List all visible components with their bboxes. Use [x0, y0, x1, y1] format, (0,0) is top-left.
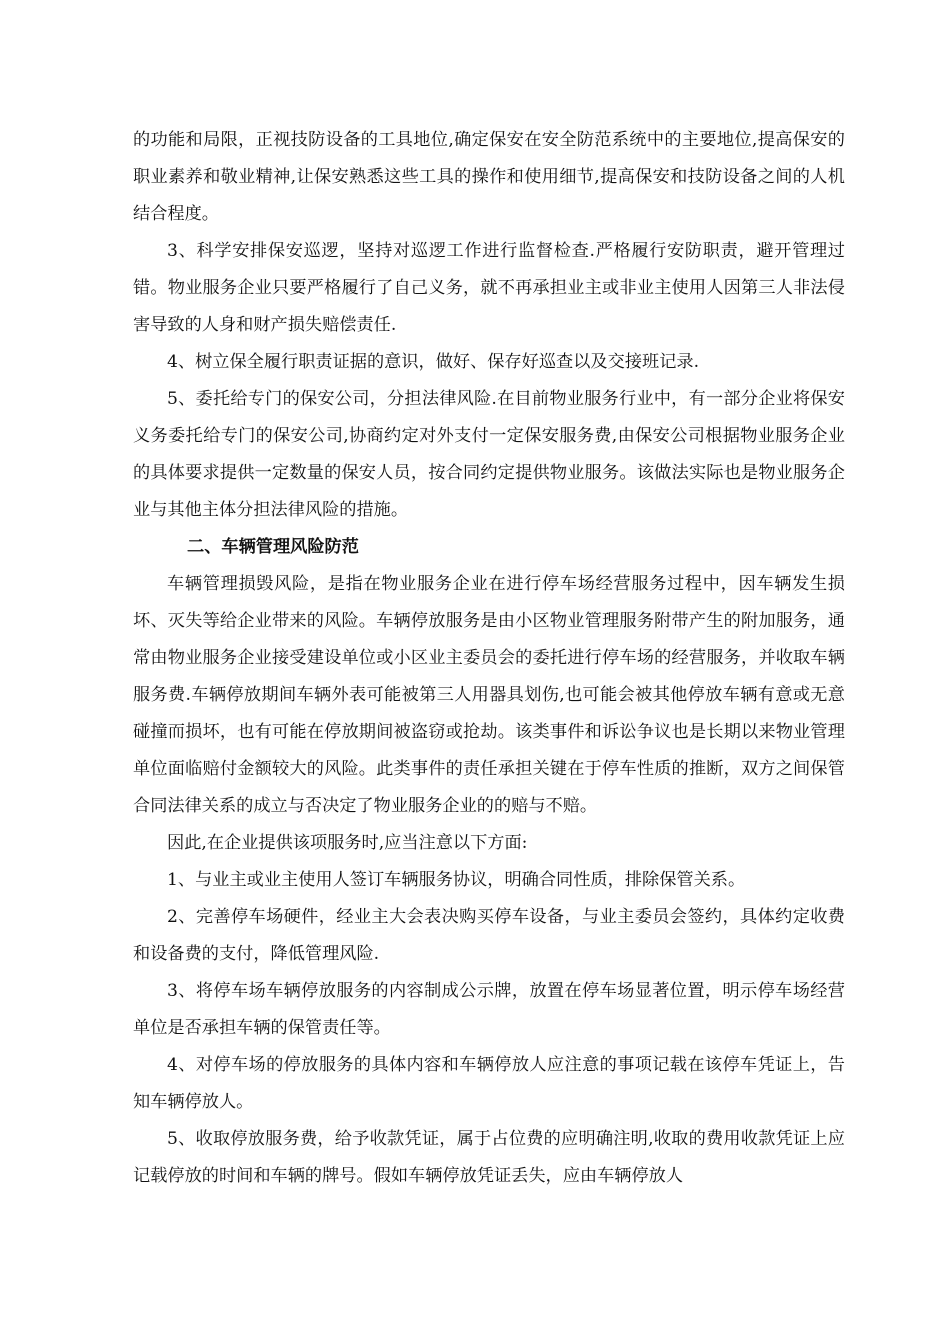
paragraph-vehicle-risk: 车辆管理损毁风险，是指在物业服务企业在进行停车场经营服务过程中，因车辆发生损坏、灭失等给企业带来的风险。车辆停放服务是由小区物业管理服务附带产生的附加服务，通常由物业服务企业接受建设单位或小区业主委员会的委托进行停车场的经营服务，并收取车辆服务费.车辆停放期间车辆外表可能被第三人用器具划伤,也可能会被其他停放车辆有意或无意碰撞而损坏，也有可能在停放期间被盗窃或抢劫。该类事件和诉讼争议也是长期以来物业管理单位面临赔付金额较大的风险。此类事件的责任承担关键在于停车性质的推断，双方之间保管合同法律关系的成立与否决定了物业服务企业的的赔与不赔。	[133, 574, 845, 816]
paragraph-list-5: 5、收取停放服务费，给予收款凭证，属于占位费的应明确注明,收取的费用收款凭证上应记载停放的时间和车辆的牌号。假如车辆停放凭证丢失，应由车辆停放人	[133, 1129, 845, 1186]
section-heading: 二、车辆管理风险防范	[187, 537, 359, 557]
paragraph-therefore: 因此,在企业提供该项服务时,应当注意以下方面:	[167, 833, 528, 853]
paragraph-list-1: 1、与业主或业主使用人签订车辆服务协议，明确合同性质，排除保管关系。	[167, 870, 746, 890]
paragraph-list-3: 3、将停车场车辆停放服务的内容制成公示牌，放置在停车场显著位置，明示停车场经营单位是否承担车辆的保管责任等。	[133, 981, 845, 1038]
paragraph-item-3: 3、科学安排保安巡逻，坚持对巡逻工作进行监督检查.严格履行安防职责，避开管理过错。物业服务企业只要严格履行了自己义务，就不再承担业主或非业主使用人因第三人非法侵害导致的人身和财产损失赔偿责任.	[133, 241, 845, 335]
paragraph-list-2: 2、完善停车场硬件，经业主大会表决购买停车设备，与业主委员会签约，具体约定收费和设备费的支付，降低管理风险.	[133, 907, 845, 964]
paragraph-continuation: 的功能和局限，正视技防设备的工具地位,确定保安在安全防范系统中的主要地位,提高保安的职业素养和敬业精神,让保安熟悉这些工具的操作和使用细节,提高保安和技防设备之间的人机结合程度。	[133, 130, 845, 224]
paragraph-item-5: 5、委托给专门的保安公司，分担法律风险.在目前物业服务行业中，有一部分企业将保安义务委托给专门的保安公司,协商约定对外支付一定保安服务费,由保安公司根据物业服务企业的具体要求提供一定数量的保安人员，按合同约定提供物业服务。该做法实际也是物业服务企业与其他主体分担法律风险的措施。	[133, 389, 845, 520]
paragraph-list-4: 4、对停车场的停放服务的具体内容和车辆停放人应注意的事项记载在该停车凭证上，告知车辆停放人。	[133, 1055, 845, 1112]
document-body	[133, 122, 845, 1195]
paragraph-item-4: 4、树立保全履行职责证据的意识，做好、保存好巡查以及交接班记录.	[167, 352, 700, 372]
